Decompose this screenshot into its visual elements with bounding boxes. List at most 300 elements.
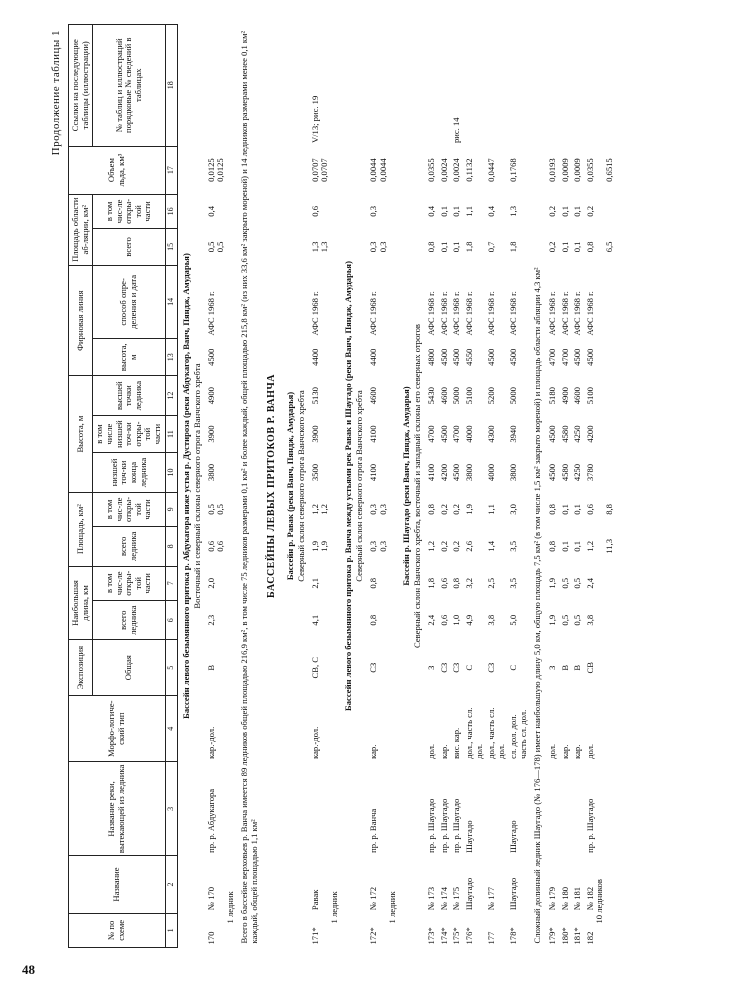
- header-refs: Ссылки на последующие таблицы (иллюстрации): [69, 25, 93, 147]
- section-title-text: Бассейн р. Шаугадо (реки Ванч, Пяндж, Амударья): [400, 386, 411, 586]
- table-row: [545, 25, 558, 948]
- table-cell: 2,6: [463, 540, 474, 552]
- table-cell: 4700: [546, 348, 557, 366]
- table-cell: № 174: [438, 886, 449, 911]
- table-cell: 4500: [438, 425, 449, 443]
- table-cell: АФС 1968 г.: [367, 291, 378, 336]
- table-cell: 2,4: [426, 614, 437, 626]
- table-cell: 4500: [572, 348, 583, 366]
- continuation-caption: Продолжение таблицы 1: [50, 30, 62, 156]
- table-cell: [216, 265, 226, 338]
- table-cell: 4700: [559, 348, 570, 366]
- table-cell: [379, 566, 389, 600]
- table-cell: 172*: [367, 927, 378, 945]
- table-cell: 0,5: [215, 241, 226, 253]
- header-ablation: Площадь области аб-ляции, км²: [69, 194, 93, 265]
- table-cell: 2,5: [486, 577, 497, 589]
- table-cell: вис. кар.: [451, 727, 462, 759]
- table-cell: 5100: [584, 387, 595, 405]
- column-number: 9: [165, 492, 177, 526]
- section-subtitle: [412, 25, 424, 948]
- table-cell: 0,2: [438, 504, 449, 515]
- table-cell: 5100: [463, 387, 474, 405]
- section-title: [282, 25, 297, 948]
- table-cell: 8,8: [604, 504, 615, 515]
- header-length-open: в том чис-ле откры-той части: [93, 566, 165, 600]
- section-subtitle: [192, 25, 204, 948]
- table-cell: 0,0707: [309, 158, 320, 182]
- column-number: 11: [165, 415, 177, 452]
- table-cell: 0,3: [367, 540, 378, 552]
- table-cell: [605, 640, 615, 696]
- section-title-text: Бассейн левого безымянного притока р. Абдукагора ниже устья р. Дустироза (реки Абдукагор, Ванч, Пяндж, Амударья): [180, 253, 191, 719]
- table-cell: [366, 25, 379, 147]
- section-title-text: Бассейн левого безымянного притока р. Ванча между устьями рек Равак и Шаугадо (реки Ванч, Пяндж, Амударья): [342, 261, 353, 711]
- table-cell: 0,1768: [508, 158, 519, 182]
- table-cell: дол.: [546, 743, 557, 759]
- table-cell: [605, 913, 615, 947]
- table-cell: 0,1: [559, 540, 570, 552]
- table-cell: З: [546, 665, 557, 670]
- table-cell: 0,6515: [604, 158, 615, 182]
- table-cell: 4580: [559, 463, 570, 482]
- table-cell: 0,2: [451, 504, 462, 515]
- table-cell: 0,3: [367, 241, 378, 253]
- table-cell: С: [508, 664, 519, 671]
- table-cell: 4100: [426, 463, 437, 482]
- table-cell: 0,1: [572, 241, 583, 253]
- table-cell: СЗ: [486, 662, 497, 673]
- table-cell: № 182: [584, 886, 595, 911]
- table-cell: 177: [486, 931, 497, 945]
- table-cell: 4500: [451, 463, 462, 482]
- column-number: 13: [165, 339, 177, 376]
- header-length-total: всего ледника: [93, 600, 165, 639]
- table-cell: 0,1: [572, 206, 583, 217]
- table-cell: [320, 762, 330, 856]
- table-cell: 4000: [463, 425, 474, 443]
- table-cell: 4580: [559, 425, 570, 443]
- table-cell: АФС 1968 г.: [584, 291, 595, 336]
- table-cell: АФС 1968 г.: [572, 291, 583, 336]
- header-volume: Объем льда, км³: [69, 146, 166, 194]
- table-cell: З: [426, 665, 437, 670]
- table-cell: [545, 762, 558, 856]
- table-cell: [216, 194, 226, 228]
- section-subtitle-text: Северный склон Ванчского хребта, восточный и западный склоны его северных отрогов: [412, 324, 423, 648]
- table-cell: 3800: [205, 463, 216, 482]
- table-cell: 4100: [367, 425, 378, 443]
- table-row: [484, 25, 506, 948]
- table-cell: [379, 453, 389, 492]
- table-cell: 1,9: [546, 614, 557, 626]
- table-cell: 4300: [486, 425, 497, 443]
- table-cell: 178*: [508, 927, 519, 945]
- table-cell: [379, 339, 389, 376]
- table-cell: [216, 339, 226, 376]
- table-cell: [570, 25, 583, 147]
- section-title: [398, 25, 413, 948]
- table-cell: [216, 415, 226, 452]
- table-cell: 4400: [309, 348, 320, 366]
- table-cell: [216, 695, 226, 761]
- header-length: Наибольшая длина, км: [69, 566, 93, 640]
- table-cell: дол., часть сл. дол.: [486, 707, 506, 759]
- header-num: № по схеме: [69, 913, 166, 947]
- table-row: [379, 25, 389, 948]
- table-cell: АФС 1968 г.: [559, 291, 570, 336]
- table-cell: дол., часть сл. дол.: [463, 707, 484, 759]
- table-cell: [216, 640, 226, 696]
- table-cell: 0,3: [377, 241, 388, 253]
- table-cell: 3780: [584, 463, 595, 482]
- header-name: Название: [69, 856, 166, 913]
- section-title-text: Бассейн р. Равак (реки Ванч, Пяндж, Амударья): [284, 391, 295, 581]
- table-cell: 4500: [486, 348, 497, 366]
- table-cell: кар.-дол.: [309, 726, 320, 759]
- table-cell: [379, 194, 389, 228]
- section-subtitle: [296, 25, 308, 948]
- table-row: [506, 25, 528, 948]
- table-cell: № 170: [205, 886, 216, 911]
- glacier-table: [68, 24, 615, 948]
- table-cell: 4550: [463, 348, 474, 366]
- table-cell: [605, 415, 615, 452]
- table-cell: Шаугадо: [463, 820, 474, 853]
- column-number: 10: [165, 453, 177, 492]
- section-subtitle-text: Северный склон северного отрога Ванчского хребта: [296, 390, 307, 582]
- table-cell: кар.: [367, 744, 378, 759]
- table-cell: № 172: [367, 886, 378, 911]
- table-cell: 1,9: [546, 577, 557, 589]
- table-cell: 1,9: [319, 540, 330, 552]
- table-cell: 0,0044: [377, 158, 388, 182]
- table-cell: [320, 566, 330, 600]
- table-cell: [216, 25, 226, 147]
- table-cell: 4000: [486, 463, 497, 482]
- table-cell: 4500: [546, 425, 557, 443]
- table-cell: 1,2: [584, 540, 595, 552]
- table-cell: 0,6: [438, 614, 449, 626]
- table-cell: 4500: [508, 348, 519, 366]
- table-cell: АФС 1968 г.: [426, 291, 437, 336]
- table-cell: пр. р. Шаугадо: [426, 798, 437, 853]
- glacier-count-row: [330, 25, 340, 948]
- table-cell: 3900: [309, 425, 320, 443]
- glacier-count: 1 ледник: [387, 891, 398, 924]
- table-cell: [379, 762, 389, 856]
- table-cell: 4100: [367, 463, 378, 482]
- table-cell: 0,8: [367, 577, 378, 589]
- header-area-open: в том чис-ле откры-той части: [93, 492, 165, 526]
- table-cell: 0,5: [205, 504, 216, 515]
- table-cell: 3500: [309, 463, 320, 482]
- table-cell: 0,0193: [546, 158, 557, 182]
- table-cell: 11,3: [604, 538, 615, 554]
- table-header: [69, 25, 178, 948]
- table-cell: кар.: [559, 744, 570, 759]
- table-cell: [320, 376, 330, 415]
- table-cell: [379, 265, 389, 338]
- table-cell: 0,1: [438, 206, 449, 217]
- table-cell: 0,5: [559, 577, 570, 589]
- table-cell: 1,9: [309, 540, 320, 552]
- table-cell: 2,4: [584, 577, 595, 589]
- table-cell: пр. р. Шаугадо: [451, 798, 462, 853]
- glacier-count: 1 ледник: [225, 891, 236, 924]
- header-exposure: Экспозиция: [69, 640, 93, 696]
- table-cell: 0,8: [584, 241, 595, 253]
- table-cell: 3,2: [463, 577, 474, 589]
- table-cell: 4600: [572, 387, 583, 405]
- table-row: [605, 25, 615, 948]
- table-cell: 4500: [451, 348, 462, 366]
- table-cell: [424, 25, 437, 147]
- table-cell: 0,5: [572, 577, 583, 589]
- table-cell: 175*: [451, 927, 462, 945]
- table-cell: 0,8: [546, 540, 557, 552]
- section-title: [177, 25, 192, 948]
- table-cell: 6,5: [604, 241, 615, 253]
- table-cell: [320, 339, 330, 376]
- table-cell: [216, 453, 226, 492]
- table-cell: № 177: [486, 886, 497, 911]
- table-cell: 5200: [486, 387, 497, 405]
- table-cell: 1,0: [451, 614, 462, 626]
- table-cell: пр. р. Ванча: [367, 808, 378, 853]
- table-cell: 3,0: [508, 504, 519, 515]
- table-cell: 3800: [463, 463, 474, 482]
- table-cell: 173*: [426, 927, 437, 945]
- table-cell: 1,8: [508, 241, 519, 253]
- table-cell: дол.: [426, 743, 437, 759]
- table-cell: [216, 566, 226, 600]
- column-number: 14: [165, 265, 177, 338]
- table-cell: [320, 453, 330, 492]
- table-cell: 0,6: [584, 504, 595, 515]
- table-cell: 0,8: [426, 504, 437, 515]
- table-cell: 0,2: [546, 206, 557, 217]
- table-cell: 174*: [438, 927, 449, 945]
- table-cell: [583, 25, 596, 147]
- table-cell: 4900: [205, 387, 216, 405]
- table-cell: [320, 415, 330, 452]
- section-title: [340, 25, 355, 948]
- table-cell: 4400: [367, 348, 378, 366]
- table-cell: 1,4: [486, 540, 497, 552]
- table-row: [366, 25, 379, 948]
- table-cell: 0,1: [559, 206, 570, 217]
- table-cell: 1,3: [319, 241, 330, 253]
- table-cell: СЗ: [451, 662, 462, 673]
- table-cell: 4500: [205, 348, 216, 366]
- header-exposure-total: Общая: [93, 640, 165, 696]
- table-cell: 0,3: [367, 206, 378, 217]
- table-cell: 181*: [572, 927, 583, 945]
- table-cell: [204, 25, 217, 147]
- header-refs-detail: № таблиц и иллюстраций порядковые № сведений в таблицах: [93, 25, 165, 147]
- table-cell: АФС 1968 г.: [451, 291, 462, 336]
- header-morph: Морфо-логиче-ский тип: [69, 695, 166, 761]
- table-cell: С: [463, 664, 474, 671]
- basin-total-note-text: Всего в бассейне верховьев р. Ванча имеется 89 ледников общей площадью 216,9 км², в том числе 75 ледников размерами 0,1 км² и более каждый, общей площадью 215,8 км² (из них 33,6 км² закрыто мореной) и 14 ледников размерами менее 0,1 км² каждый, общей площадью 1,1 км²: [238, 30, 260, 944]
- table-cell: 0,0009: [572, 158, 583, 182]
- table-cell: 180*: [559, 927, 570, 945]
- header-height-lowest: низшей точ-ки конца ледника: [93, 453, 165, 492]
- table-cell: 0,6: [205, 540, 216, 552]
- table-cell: кар.-дол.: [205, 726, 216, 759]
- table-cell: 1,3: [508, 206, 519, 217]
- table-cell: 4600: [438, 387, 449, 405]
- table-row: [437, 25, 450, 948]
- table-cell: АФС 1968 г.: [438, 291, 449, 336]
- table-cell: 0,5: [215, 504, 226, 515]
- table-cell: [216, 376, 226, 415]
- table-cell: 0,1: [572, 540, 583, 552]
- header-abl-total: всего: [93, 229, 165, 266]
- table-cell: 4900: [559, 387, 570, 405]
- section-subtitle-text: Северный склон северного отрога Ванчского хребта: [354, 390, 365, 582]
- table-cell: АФС 1968 г.: [546, 291, 557, 336]
- table-cell: [379, 376, 389, 415]
- table-cell: 0,3: [367, 504, 378, 515]
- table-cell: 5180: [546, 387, 557, 405]
- glacier-count-row: [388, 25, 398, 948]
- table-cell: 0,0044: [367, 158, 378, 182]
- table-cell: 4200: [584, 425, 595, 443]
- column-number: 12: [165, 376, 177, 415]
- table-cell: кар.: [438, 744, 449, 759]
- table-cell: [605, 566, 615, 600]
- table-cell: АФС 1968 г.: [486, 291, 497, 336]
- table-cell: [545, 25, 558, 147]
- glacier-count: 1 ледник: [329, 891, 340, 924]
- table-cell: 1,1: [486, 504, 497, 515]
- table-cell: 1,8: [426, 577, 437, 589]
- table-cell: 3,5: [508, 577, 519, 589]
- table-row: [583, 25, 596, 948]
- column-number: 5: [165, 640, 177, 696]
- table-cell: [484, 762, 506, 856]
- header-firn-height: высота, м: [93, 339, 165, 376]
- header-height-lowest-open: в том числе низшей точ-ки откры-той части: [93, 415, 165, 452]
- table-cell: 0,0355: [584, 158, 595, 182]
- table-cell: [462, 25, 484, 147]
- table-cell: 0,0024: [451, 158, 462, 182]
- table-cell: 4,1: [309, 614, 320, 626]
- table-cell: 3800: [508, 463, 519, 482]
- table-cell: 4700: [451, 425, 462, 443]
- table-cell: 3,5: [508, 540, 519, 552]
- basins-heading: [262, 25, 281, 948]
- table-cell: 5430: [426, 387, 437, 405]
- column-numbers-row: [165, 25, 177, 948]
- table-cell: 0,6: [215, 540, 226, 552]
- table-cell: В: [205, 664, 216, 671]
- table-cell: 1,2: [309, 504, 320, 515]
- table-cell: 0,0125: [205, 158, 216, 182]
- column-number: 2: [165, 856, 177, 913]
- table-cell: АФС 1968 г.: [463, 291, 474, 336]
- table-cell: [605, 453, 615, 492]
- table-cell: [379, 415, 389, 452]
- table-cell: 0,1: [559, 504, 570, 515]
- table-cell: пр. р. Абдукагора: [205, 788, 216, 853]
- table-cell: 0,1: [572, 504, 583, 515]
- table-cell: 0,2: [546, 241, 557, 253]
- column-number: 3: [165, 762, 177, 856]
- table-cell: [320, 194, 330, 228]
- table-row: [320, 25, 330, 948]
- table-cell: 2,3: [205, 614, 216, 626]
- rotated-table-page: [50, 12, 733, 954]
- table-cell: [437, 25, 450, 147]
- table-cell: 0,6: [438, 577, 449, 589]
- table-cell: 0,4: [486, 206, 497, 217]
- table-cell: 0,2: [584, 206, 595, 217]
- table-cell: В: [572, 664, 583, 671]
- table-cell: СЗ: [438, 662, 449, 673]
- table-cell: 4200: [438, 463, 449, 482]
- glacier-count-row: [226, 25, 236, 948]
- table-cell: 0,1: [438, 241, 449, 253]
- table-row: [570, 25, 583, 948]
- column-number: 1: [165, 913, 177, 947]
- header-height-highest: высшей точки ледника: [93, 376, 165, 415]
- table-cell: 171*: [309, 927, 320, 945]
- table-cell: 176*: [463, 927, 474, 945]
- table-cell: 4800: [426, 348, 437, 366]
- table-cell: [605, 194, 615, 228]
- glacier-count: 10 ледников: [594, 879, 605, 924]
- table-cell: [605, 25, 615, 147]
- table-cell: 0,0707: [319, 158, 330, 182]
- table-cell: 4250: [572, 425, 583, 443]
- table-cell: 182: [584, 931, 595, 945]
- table-row: [424, 25, 437, 948]
- table-cell: АФС 1968 г.: [508, 291, 519, 336]
- table-cell: 5,0: [508, 614, 519, 626]
- table-cell: 3900: [205, 425, 216, 443]
- table-cell: [320, 600, 330, 639]
- table-cell: [605, 600, 615, 639]
- table-cell: 4600: [367, 387, 378, 405]
- table-cell: 179*: [546, 927, 557, 945]
- table-cell: 1,3: [309, 241, 320, 253]
- table-cell: V/13; рис. 19: [309, 95, 320, 144]
- table-row: [462, 25, 484, 948]
- table-cell: 0,5: [572, 614, 583, 626]
- table-cell: СЗ: [367, 662, 378, 673]
- table-cell: 4500: [438, 348, 449, 366]
- table-cell: 0,8: [367, 614, 378, 626]
- table-cell: 0,2: [451, 540, 462, 552]
- table-cell: 4,9: [463, 614, 474, 626]
- table-cell: 3,8: [584, 614, 595, 626]
- table-cell: [379, 695, 389, 761]
- table-cell: 4500: [546, 463, 557, 482]
- table-cell: 0,4: [426, 206, 437, 217]
- table-cell: 1,1: [463, 206, 474, 217]
- table-cell: 0,8: [426, 241, 437, 253]
- table-row: [449, 25, 462, 948]
- table-row: [216, 25, 226, 948]
- table-body: [177, 25, 615, 948]
- table-cell: рис. 14: [451, 117, 462, 144]
- glacier-note-text: Сложный долинный ледник Шаугадо (№ 176—178) имеет наибольшую длину 5,0 км, общую площадь 7,5 км² (в том числе 1,5 км² закрыто мореной) и площадь области абляции 4,3 км²: [531, 267, 542, 944]
- basin-total-note: [236, 25, 263, 948]
- section-subtitle: [354, 25, 366, 948]
